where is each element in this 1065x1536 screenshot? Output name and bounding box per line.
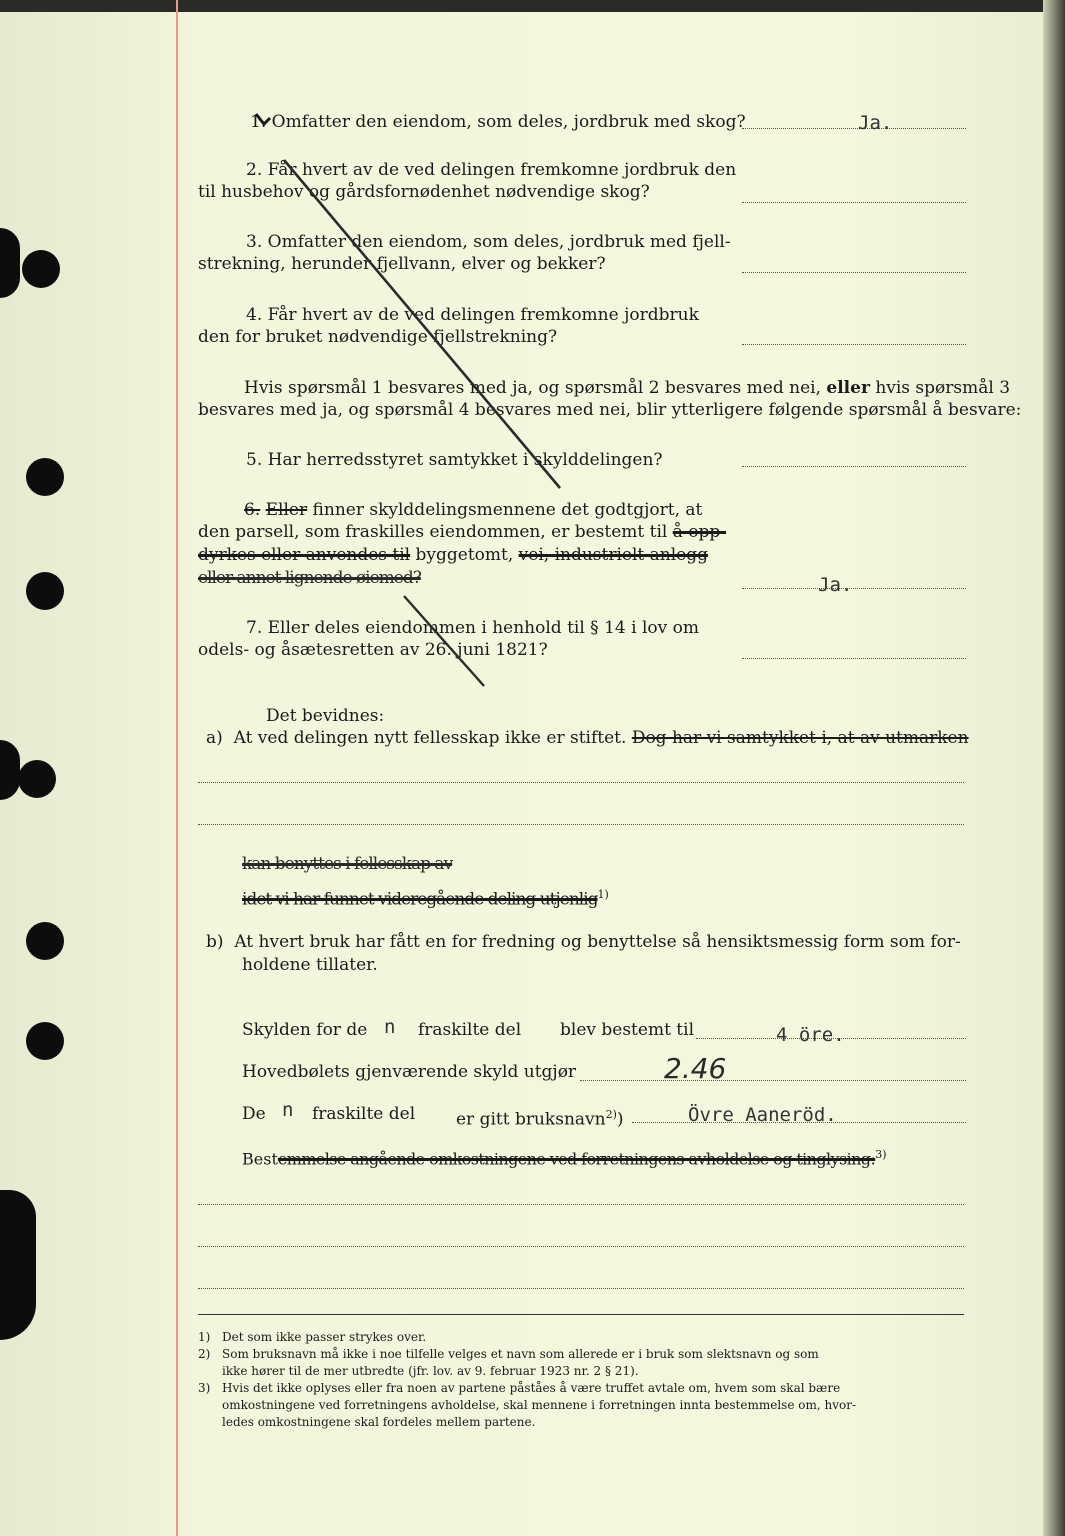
question-6-line3: dyrkes eller anvendes til byggetomt, vei, industrielt anlegg — [198, 545, 708, 565]
question-number: 1. — [250, 112, 267, 132]
attest-a: a) At ved delingen nytt fellesskap ikke er stiftet. Dog har vi samtykket i, at av utmarken — [206, 728, 969, 748]
de-label-b: fraskilte del — [312, 1104, 416, 1124]
skyld-label-a: Skylden for de — [242, 1020, 368, 1040]
question-6-line2: den parsell, som fraskilles eiendommen, er bestemt til å opp- — [198, 522, 727, 542]
attest-struck-line2: idet vi har funnet videregående deling utjenlig$^{1)}$ — [242, 888, 609, 910]
question-6-line1: 6. Eller finner skylddelingsmennene det godtgjort, at — [244, 500, 703, 520]
skyld-value: 4 öre. — [776, 1024, 845, 1046]
pen-strike-line — [404, 596, 484, 686]
hoved-value: 2.46 — [664, 1052, 727, 1085]
question-5: 5. Har herredsstyret samtykket i skylddelingen? — [246, 450, 663, 470]
question-3-line1: 3. Omfatter den eiendom, som deles, jordbruk med fjell- — [246, 232, 731, 252]
skyld-n: n — [384, 1016, 396, 1038]
footnote-text: Som bruksnavn må ikke i noe tilfelle velges et navn som allerede er i bruk som slektsnavn og som — [222, 1347, 819, 1361]
question-text: Omfatter den eiendom, som deles, jordbruk med skog? — [271, 112, 746, 132]
skyld-label-c: blev bestemt til — [560, 1020, 695, 1040]
question-6-line4-struck: eller annet lignende øiemed? — [198, 568, 421, 588]
de-value: Övre Aaneröd. — [688, 1104, 837, 1126]
footnote-text: omkostningene ved forretningens avholdelse, skal mennene i forretningen innta bestemmelse om, hvor- — [222, 1398, 856, 1412]
handwritten-answer: Ja. — [818, 574, 853, 596]
de-n: n — [282, 1099, 294, 1121]
question-2-line2: til husbehov og gårdsfornødenhet nødvendige skog? — [198, 182, 650, 202]
footnote-text: Hvis det ikke oplyses eller fra noen av partene påståes å være truffet avtale om, hvem som skal bære — [222, 1381, 841, 1395]
question-4-line2: den for bruket nødvendige fjellstrekning? — [198, 327, 558, 347]
footnote-mark: 3) — [198, 1381, 211, 1395]
pen-checkmark — [256, 114, 270, 124]
instruction-line1: Hvis spørsmål 1 besvares med ja, og spørsmål 2 besvares med nei, eller hvis spørsmål 3 — [244, 378, 1011, 398]
handwritten-answer: Ja. — [858, 112, 893, 134]
attest-b-line1: b) At hvert bruk har fått en for fredning og benyttelse så hensiktsmessig form som for- — [206, 932, 961, 952]
question-3-line2: strekning, herunder fjellvann, elver og bekker? — [198, 254, 606, 274]
footnote-mark: 2) — [198, 1347, 211, 1361]
de-label-a: De — [242, 1104, 266, 1124]
attest-struck-line1: kan benyttes i fellesskap av — [242, 854, 453, 874]
skyld-label-b: fraskilte del — [418, 1020, 522, 1040]
question-7-line1: 7. Eller deles eiendommen i henhold til § 14 i lov om — [246, 618, 699, 638]
pen-strike-line — [284, 160, 560, 488]
attest-b-line2: holdene tillater. — [242, 955, 378, 975]
question-2-line1: 2. Får hvert av de ved delingen fremkomne jordbruk den — [246, 160, 737, 180]
best-line: Bestemmelse angående omkostningene ved forretningens avholdelse og tinglysing:$^{3)}$ — [242, 1148, 887, 1169]
attest-heading: Det bevidnes: — [266, 706, 385, 726]
footnote-mark: 1) — [198, 1330, 211, 1344]
footnote-text: ikke hører til de mer utbredte (jfr. lov. av 9. februar 1923 nr. 2 § 21). — [222, 1364, 639, 1378]
footnote-text: Det som ikke passer strykes over. — [222, 1330, 427, 1344]
footnote-text: ledes omkostningene skal fordeles mellem partene. — [222, 1415, 536, 1429]
question-7-line2: odels- og åsætesretten av 26. juni 1821? — [198, 640, 548, 660]
instruction-line2: besvares med ja, og spørsmål 4 besvares med nei, blir ytterligere følgende spørsmål å besvare: — [198, 400, 1022, 420]
de-label-c: er gitt bruksnavn$^{2)}$) — [456, 1108, 624, 1130]
hoved-label: Hovedbølets gjenværende skyld utgjør — [242, 1062, 577, 1082]
question-4-line1: 4. Får hvert av de ved delingen fremkomne jordbruk — [246, 305, 699, 325]
